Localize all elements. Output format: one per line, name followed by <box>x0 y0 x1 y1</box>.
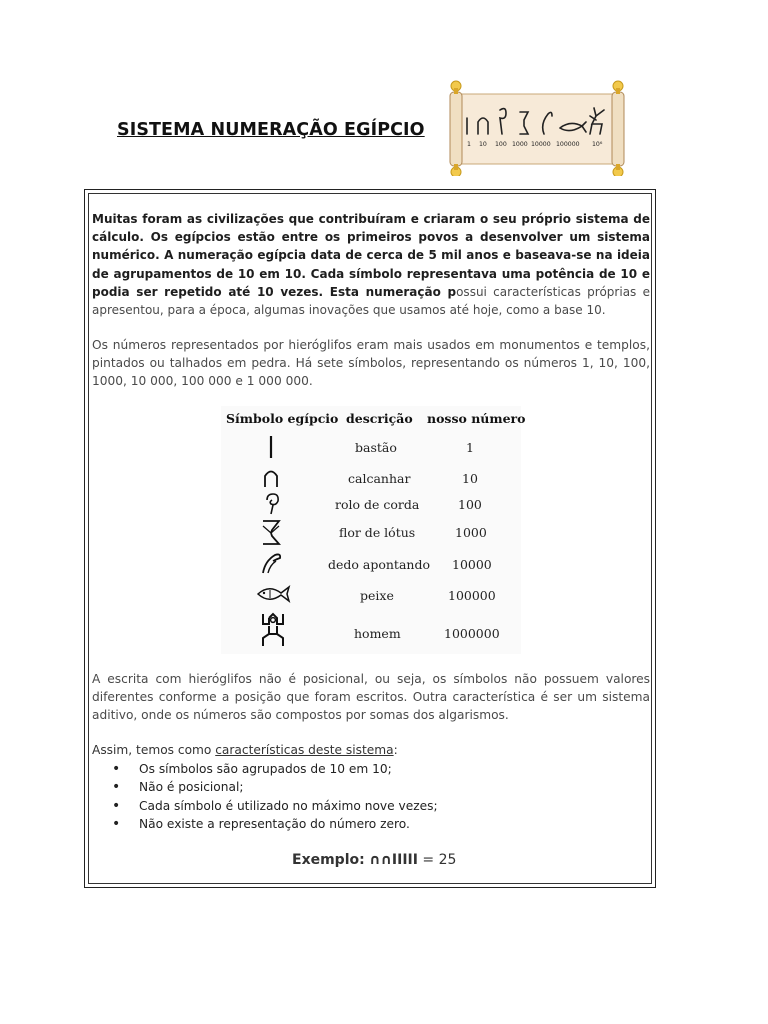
bastao-glyph-icon <box>265 434 277 460</box>
characteristics-intro <box>92 741 650 759</box>
table-row-description: homem <box>354 626 401 641</box>
list-item: • Cada símbolo é utilizado no máximo nove vezes; <box>112 797 438 815</box>
homem-glyph-icon <box>257 612 289 648</box>
symbol-table <box>221 406 526 654</box>
example-label: Exemplo: <box>292 852 365 868</box>
calcanhar-glyph-icon <box>261 468 281 488</box>
table-row-description: rolo de corda <box>335 497 420 512</box>
example-line <box>292 852 456 868</box>
table-header-number: nosso número <box>427 411 526 426</box>
intro-plain-text: ossui características próprias e apresentou, para a época, algumas inovações que usamos até hoje, como a base 10. <box>92 284 650 318</box>
dedo-apontando-glyph-icon <box>259 551 285 575</box>
table-row-number: 100 <box>458 497 482 512</box>
scroll-number: 10⁶ <box>592 141 603 148</box>
table-row-number: 1 <box>466 440 474 455</box>
table-row-number: 10000 <box>452 557 492 572</box>
table-header-symbol: Símbolo egípcio <box>226 411 339 426</box>
peixe-glyph-icon <box>255 584 291 604</box>
scroll-number: 10 <box>479 141 487 148</box>
table-row-description: dedo apontando <box>328 557 430 572</box>
scroll-icon <box>444 80 630 176</box>
table-header-description: descrição <box>346 411 413 426</box>
example-symbols: ∩∩IIIII <box>369 852 418 868</box>
example-result: = 25 <box>417 852 457 868</box>
table-row-number: 10 <box>462 471 478 486</box>
non-positional-paragraph: A escrita com hieróglifos não é posicional, ou seja, os símbolos não possuem valores diferentes conforme a posição que foram escritos. Outra característica é ser um sistema aditivo, onde os números são compostos por somas dos algarismos. <box>92 672 650 723</box>
table-row-description: flor de lótus <box>339 525 416 540</box>
scroll-number: 1 <box>467 141 471 148</box>
characteristics-intro-prefix: Assim, temos como <box>92 743 216 757</box>
characteristics-intro-underlined: características deste sistema <box>215 743 394 757</box>
hieroglyphs-paragraph: Os números representados por hieróglifos eram mais usados em monumentos e templos, pintados ou talhados em pedra. Há sete símbolos, representando os números 1, 10, 100, 1000, 10 000, 100 000 e 1 000 000. <box>92 338 650 389</box>
intro-bold-text: Muitas foram as civilizações que contribuíram e criaram o seu próprio sistema de cálculo. Os egípcios estão entre os primeiros povos a desenvolver um sistema numérico. A numeração egípcia data de cerca de 5 mil anos e baseava-se na ideia de agrupamentos de 10 em 10. Cada símbolo representava uma potência de 10 e podia ser repetido até 10 vezes. Esta numeração p <box>92 212 650 299</box>
scroll-number: 100 <box>495 141 507 148</box>
list-item: • Os símbolos são agrupados de 10 em 10; <box>112 760 438 778</box>
scroll-number: 100000 <box>556 141 580 148</box>
table-row-description: peixe <box>360 588 394 603</box>
table-row-number: 1000000 <box>444 626 500 641</box>
list-item: • Não é posicional; <box>112 778 438 796</box>
list-item: • Não existe a representação do número zero. <box>112 815 438 833</box>
scroll-number: 10000 <box>531 141 551 148</box>
papyrus-scroll-illustration <box>444 80 630 176</box>
characteristics-list <box>112 760 438 833</box>
table-row-number: 1000 <box>455 525 487 540</box>
table-row-description: calcanhar <box>348 471 411 486</box>
characteristics-intro-suffix: : <box>393 743 398 757</box>
table-row-description: bastão <box>355 440 397 455</box>
intro-paragraph <box>92 210 650 319</box>
table-row-number: 100000 <box>448 588 496 603</box>
flor-de-lotus-glyph-icon <box>259 518 283 546</box>
rolo-de-corda-glyph-icon <box>263 492 281 516</box>
page-title: SISTEMA NUMERAÇÃO EGÍPCIO <box>117 120 425 140</box>
scroll-number: 1000 <box>512 141 528 148</box>
